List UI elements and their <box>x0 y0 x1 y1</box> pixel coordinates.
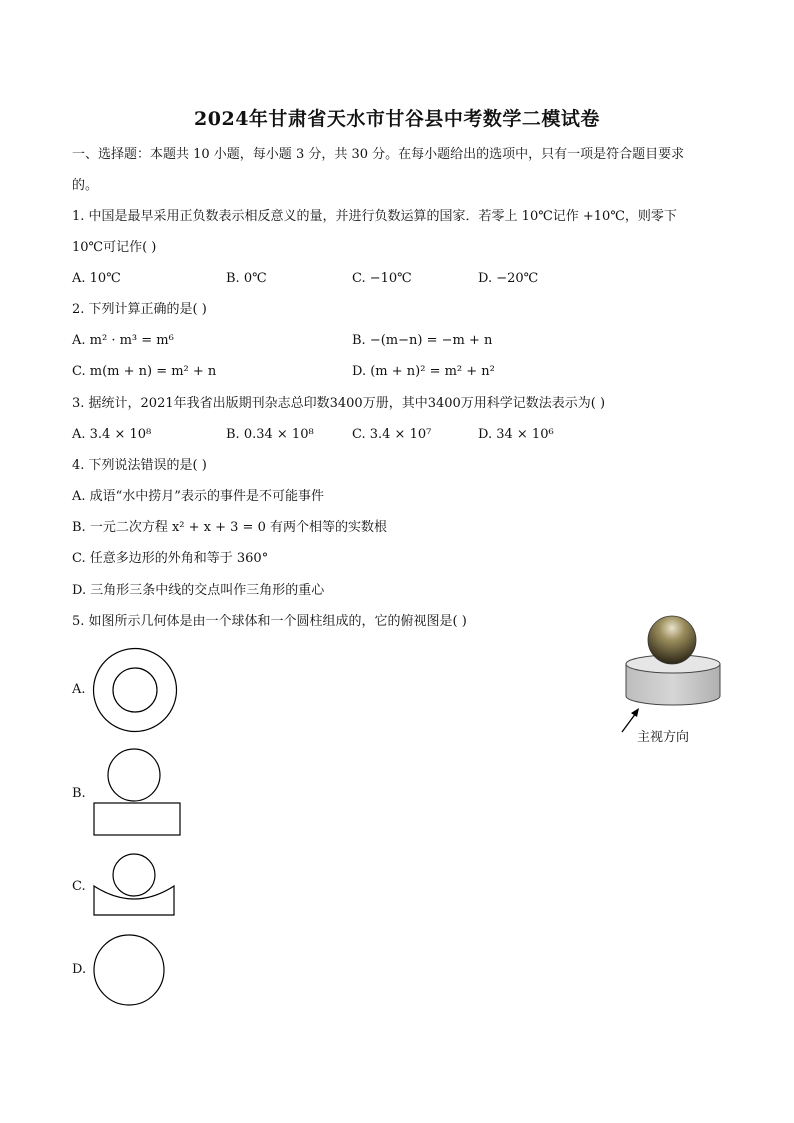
q1-option-c: C. −10℃ <box>352 271 412 286</box>
q1-option-a: A. 10℃ <box>72 271 121 286</box>
q3-stem: 3. 据统计，2021年我省出版期刊杂志总印数3400万册，其中3400万用科学记数法表示为( ) <box>72 396 606 411</box>
q1-option-d: D. −20℃ <box>478 271 539 286</box>
section-heading-line2: 的。 <box>72 178 99 193</box>
view-direction-caption: 主视方向 <box>637 730 690 745</box>
q1-option-b: B. 0℃ <box>226 271 267 286</box>
q5-option-a-label: A. <box>72 682 86 697</box>
q2-option-b: B. −(m−n) = −m + n <box>352 333 493 348</box>
q5-option-c-label: C. <box>72 879 86 894</box>
q2-option-d: D. (m + n)² = m² + n² <box>352 364 495 379</box>
q5-option-b-figure <box>92 748 182 838</box>
q5-main-figure <box>612 612 732 742</box>
q4-stem: 4. 下列说法错误的是( ) <box>72 458 207 473</box>
q3-option-c: C. 3.4 × 10⁷ <box>352 427 432 442</box>
q5-option-d-figure <box>92 933 166 1007</box>
q3-option-a: A. 3.4 × 10⁸ <box>72 427 152 442</box>
q4-option-d: D. 三角形三条中线的交点叫作三角形的重心 <box>72 583 325 598</box>
q3-option-b: B. 0.34 × 10⁸ <box>226 427 314 442</box>
q5-option-d-label: D. <box>72 962 87 977</box>
q5-option-b-label: B. <box>72 786 86 801</box>
q5-stem: 5. 如图所示几何体是由一个球体和一个圆柱组成的，它的俯视图是( ) <box>72 614 467 629</box>
q1-stem-line2: 10℃可记作( ) <box>72 240 157 255</box>
sphere-shape <box>648 616 696 664</box>
q4-option-c: C. 任意多边形的外角和等于 360° <box>72 551 269 566</box>
q3-option-d: D. 34 × 10⁶ <box>478 427 554 442</box>
q5-option-a-figure <box>92 647 178 733</box>
q4-option-a: A. 成语“水中捞月”表示的事件是不可能事件 <box>72 489 324 504</box>
q5-option-c-figure <box>92 852 176 920</box>
q2-option-c: C. m(m + n) = m² + n <box>72 364 217 379</box>
q2-stem: 2. 下列计算正确的是( ) <box>72 302 207 317</box>
page-title: 2024年甘肃省天水市甘谷县中考数学二模试卷 <box>194 108 600 130</box>
section-heading-line1: 一、选择题：本题共 10 小题，每小题 3 分，共 30 分。在每小题给出的选项中，只有一项是符合题目要求 <box>72 147 685 162</box>
q4-option-b: B. 一元二次方程 x² + x + 3 = 0 有两个相等的实数根 <box>72 520 387 535</box>
q2-option-a: A. m² · m³ = m⁶ <box>72 333 174 348</box>
q1-stem-line1: 1. 中国是最早采用正负数表示相反意义的量，并进行负数运算的国家．若零上 10℃记作 +10℃，则零下 <box>72 209 677 224</box>
